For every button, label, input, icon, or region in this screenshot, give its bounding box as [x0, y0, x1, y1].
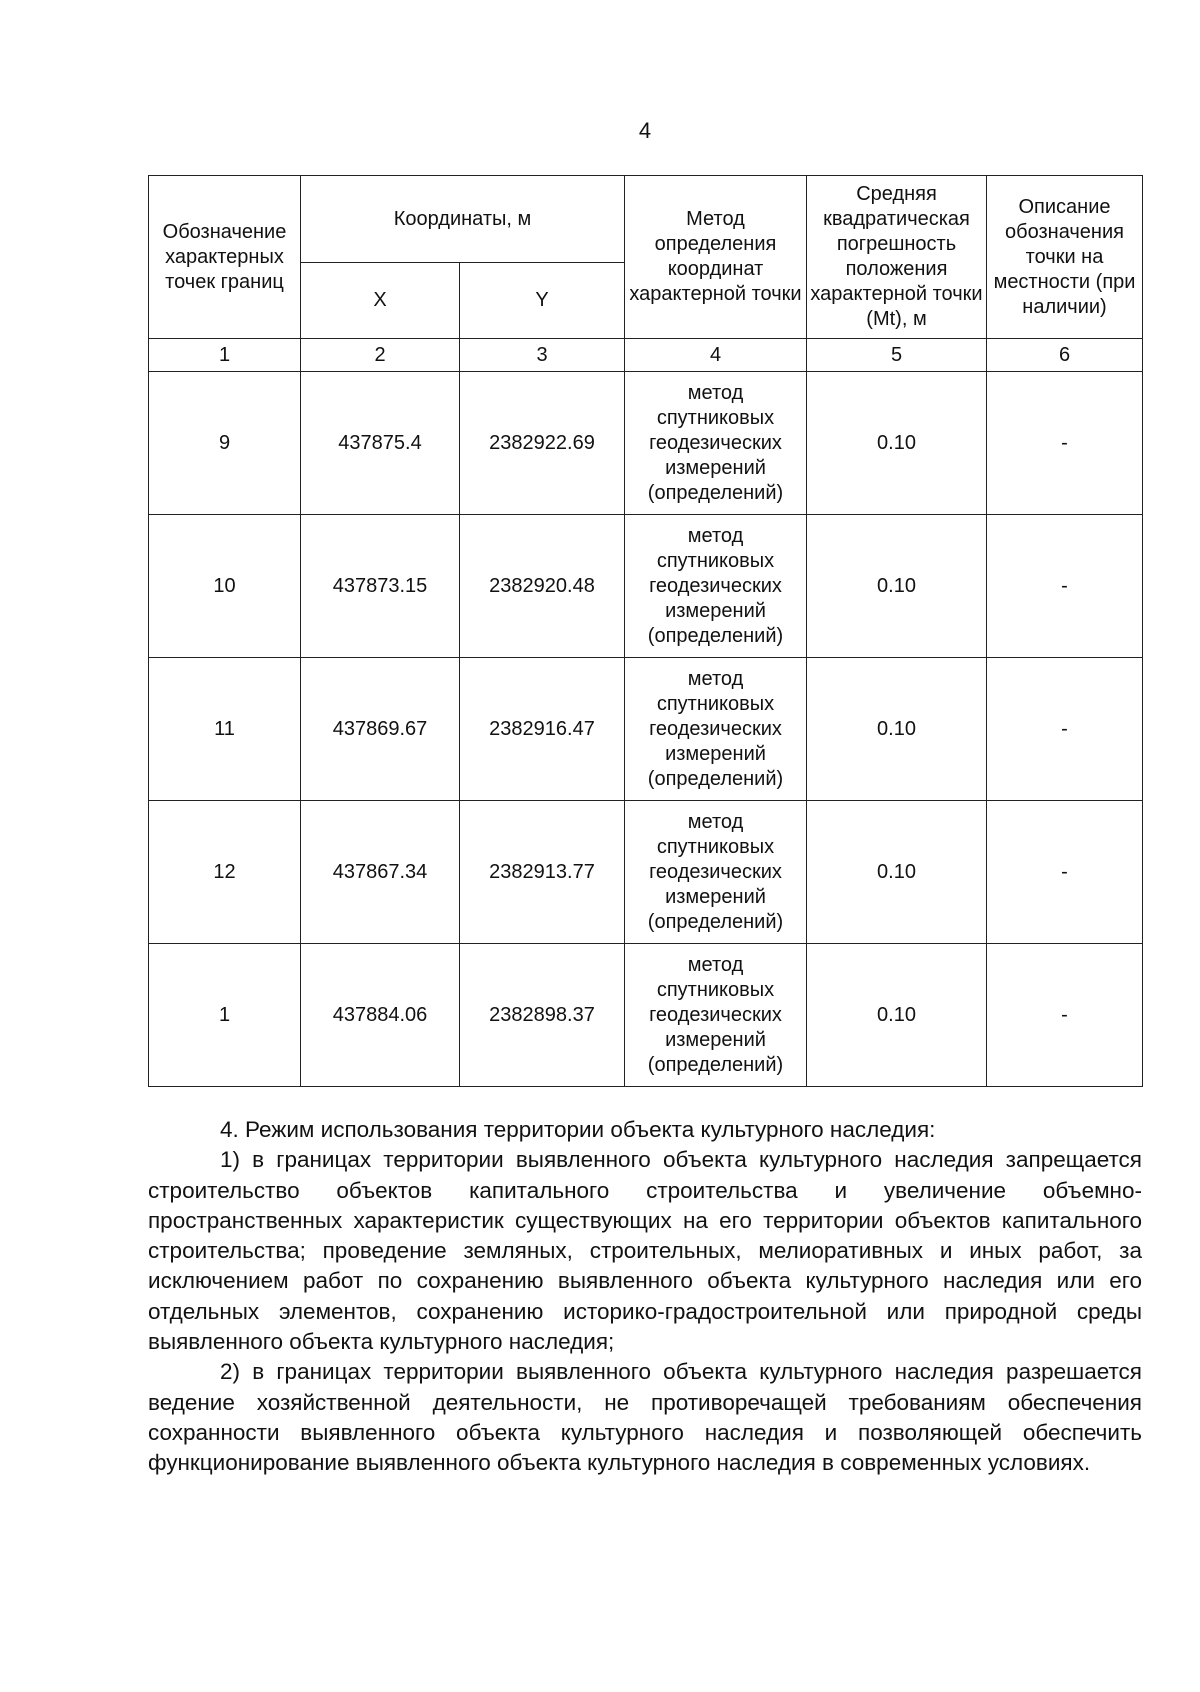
regime-item-allowed: 2) в границах территории выявленного объекта культурного наследия разрешается ведение хозяйственной деятельности, не противоречащей требованиям обеспечения сохранности выявленного объекта культурного наследия и позволяющей обеспечить функционирование выявленного объекта культурного наследия в современных условиях.: [148, 1359, 1142, 1476]
section-heading: 4. Режим использования территории объекта культурного наследия:: [220, 1117, 936, 1142]
column-number: 3: [460, 339, 625, 372]
header-y: Y: [460, 263, 625, 339]
description-cell: -: [987, 944, 1143, 1087]
error-cell: 0.10: [807, 658, 987, 801]
method-cell: метод спутниковых геодезических измерений (определений): [625, 372, 807, 515]
y-cell: 2382922.69: [460, 372, 625, 515]
x-cell: 437884.06: [301, 944, 460, 1087]
error-cell: 0.10: [807, 515, 987, 658]
column-number: 5: [807, 339, 987, 372]
regime-section: [148, 1115, 1142, 1479]
header-description: Описание обозначения точки на местности (при наличии): [987, 176, 1143, 339]
point-cell: 12: [149, 801, 301, 944]
table-row: [149, 944, 1143, 1087]
error-cell: 0.10: [807, 801, 987, 944]
method-cell: метод спутниковых геодезических измерений (определений): [625, 944, 807, 1087]
point-cell: 10: [149, 515, 301, 658]
method-cell: метод спутниковых геодезических измерений (определений): [625, 801, 807, 944]
y-cell: 2382898.37: [460, 944, 625, 1087]
table-row: [149, 515, 1143, 658]
x-cell: 437875.4: [301, 372, 460, 515]
point-cell: 1: [149, 944, 301, 1087]
regime-item-prohibited: 1) в границах территории выявленного объекта культурного наследия запрещается строительство объектов капитального строительства и увеличение объемно-пространственных характеристик существующих на его территории объектов капитального строительства; проведение земляных, строительных, мелиоративных и иных работ, за исключением работ по сохранению выявленного объекта культурного наследия или его отдельных элементов, сохранению историко-градостроительной или природной среды выявленного объекта культурного наследия;: [148, 1147, 1142, 1355]
y-cell: 2382916.47: [460, 658, 625, 801]
x-cell: 437869.67: [301, 658, 460, 801]
description-cell: -: [987, 515, 1143, 658]
column-number: 1: [149, 339, 301, 372]
column-number: 2: [301, 339, 460, 372]
description-cell: -: [987, 801, 1143, 944]
x-cell: 437867.34: [301, 801, 460, 944]
method-cell: метод спутниковых геодезических измерений (определений): [625, 658, 807, 801]
x-cell: 437873.15: [301, 515, 460, 658]
method-cell: метод спутниковых геодезических измерений (определений): [625, 515, 807, 658]
page-number: 4: [638, 118, 652, 143]
error-cell: 0.10: [807, 944, 987, 1087]
table-row: [149, 801, 1143, 944]
table-row: [149, 658, 1143, 801]
table-row: [149, 372, 1143, 515]
column-number: 4: [625, 339, 807, 372]
header-coordinates: Координаты, м: [301, 176, 625, 263]
header-error: Средняя квадратическая погрешность положения характерной точки (Mt), м: [807, 176, 987, 339]
error-cell: 0.10: [807, 372, 987, 515]
column-number: 6: [987, 339, 1143, 372]
coordinates-table: [148, 175, 1143, 1087]
column-numbers-row: [149, 339, 1143, 372]
point-cell: 11: [149, 658, 301, 801]
point-cell: 9: [149, 372, 301, 515]
header-x: X: [301, 263, 460, 339]
y-cell: 2382913.77: [460, 801, 625, 944]
description-cell: -: [987, 372, 1143, 515]
header-method: Метод определения координат характерной точки: [625, 176, 807, 339]
y-cell: 2382920.48: [460, 515, 625, 658]
description-cell: -: [987, 658, 1143, 801]
header-designation: Обозначение характерных точек границ: [149, 176, 301, 339]
